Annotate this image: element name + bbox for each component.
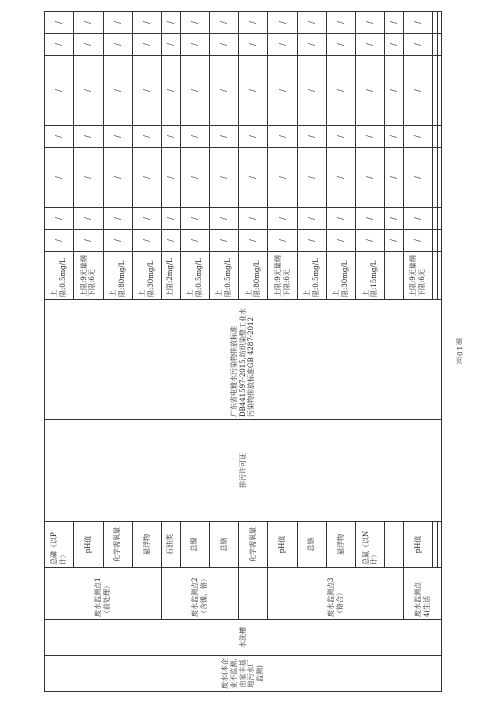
slash-cell: / [162, 148, 181, 208]
slash-cell: / [180, 34, 209, 56]
slash-cell [437, 208, 441, 230]
slash-cell: / [385, 12, 404, 34]
slash-cell [437, 12, 441, 34]
rotated-table-wrapper [44, 12, 442, 692]
slash-cell: / [268, 208, 297, 230]
slash-cell: / [356, 34, 385, 56]
slash-cell: / [326, 148, 355, 208]
slash-cell: / [385, 230, 404, 252]
slash-cell: / [209, 34, 238, 56]
slash-cell: / [326, 230, 355, 252]
slash-cell: / [103, 148, 132, 208]
point-label: 废水监测点2（含镍、铬） [162, 568, 239, 620]
slash-cell: / [268, 126, 297, 148]
slash-cell: / [162, 208, 181, 230]
pollutant-cell: 化学需氧量 [239, 522, 268, 568]
slash-cell: / [45, 230, 74, 252]
slash-cell: / [74, 34, 103, 56]
zone-label-cell: 废水(本企业不监测,由家丰基地污水厂监测) [45, 656, 442, 692]
slash-cell: / [385, 56, 404, 126]
slash-cell: / [103, 56, 132, 126]
limit-cell: 上限:30mg/L [132, 252, 161, 300]
slash-cell: / [356, 12, 385, 34]
pollutant-cell: 总磷（以P计） [45, 522, 74, 568]
slash-cell: / [180, 230, 209, 252]
workshop-cell: 水洗槽 [45, 620, 442, 656]
slash-cell: / [356, 148, 385, 208]
slash-cell: / [297, 56, 326, 126]
limit-cell: 上限:0.5mg/L [209, 252, 238, 300]
slash-cell: / [45, 12, 74, 34]
slash-cell: / [180, 208, 209, 230]
slash-cell: / [103, 208, 132, 230]
point-label: 废水监测点3（铬合） [268, 568, 404, 620]
slash-cell: / [132, 56, 161, 126]
slash-cell: / [180, 126, 209, 148]
slash-cell [437, 126, 441, 148]
pollutant-cell: 总铬 [209, 522, 238, 568]
slash-cell: / [356, 126, 385, 148]
pollutant-cell: pH值 [404, 522, 433, 568]
slash-cell [437, 34, 441, 56]
limit-cell-empty [385, 252, 404, 300]
slash-cell: / [356, 208, 385, 230]
limit-cell: 上限:2mg/L [162, 252, 181, 300]
slash-cell: / [356, 56, 385, 126]
limit-cell: 上限:80mg/L [103, 252, 132, 300]
limit-cell: 上限:9无量纲 下限:6无 [268, 252, 297, 300]
slash-cell: / [74, 12, 103, 34]
slash-cell: / [385, 34, 404, 56]
slash-cell: / [209, 12, 238, 34]
slash-cell: / [297, 230, 326, 252]
slash-cell: / [209, 148, 238, 208]
slash-cell: / [132, 34, 161, 56]
slash-cell: / [132, 12, 161, 34]
slash-cell: / [103, 12, 132, 34]
pollutant-cell: 化学需氧量 [103, 522, 132, 568]
slash-cell [437, 230, 441, 252]
pollutant-cell: 悬浮物 [326, 522, 355, 568]
pollutant-cell: 总铬 [297, 522, 326, 568]
slash-cell: / [385, 208, 404, 230]
pollutant-cell: 石油类 [162, 522, 181, 568]
slash-cell: / [326, 34, 355, 56]
slash-cell: / [132, 126, 161, 148]
slash-cell: / [209, 208, 238, 230]
slash-cell: / [45, 56, 74, 126]
limit-cell-empty [437, 252, 441, 300]
slash-cell: / [239, 126, 268, 148]
permit-cell: 排污许可证 [45, 420, 442, 522]
slash-cell: / [268, 230, 297, 252]
slash-cell: / [404, 56, 433, 126]
slash-cell: / [74, 208, 103, 230]
slash-cell: / [404, 148, 433, 208]
limit-cell: 上限:30mg/L [326, 252, 355, 300]
slash-cell: / [297, 126, 326, 148]
monitoring-table [44, 11, 442, 692]
limit-cell: 上限:9无量纲 下限:6无 [74, 252, 103, 300]
slash-cell: / [74, 230, 103, 252]
slash-cell: / [239, 148, 268, 208]
table-row [45, 12, 74, 692]
slash-cell: / [162, 126, 181, 148]
slash-cell: / [326, 126, 355, 148]
slash-cell: / [103, 34, 132, 56]
slash-cell: / [209, 230, 238, 252]
slash-cell: / [297, 148, 326, 208]
slash-cell: / [45, 126, 74, 148]
standard-cell: 广东省电镀水污染物排放标准DB441597-2015,纺织染整工业水污染物排放标准GB 4287-2012 [45, 300, 442, 420]
slash-cell: / [326, 12, 355, 34]
slash-cell: / [404, 12, 433, 34]
slash-cell: / [45, 34, 74, 56]
slash-cell: / [103, 126, 132, 148]
slash-cell: / [162, 34, 181, 56]
slash-cell: / [239, 34, 268, 56]
slash-cell [437, 148, 441, 208]
slash-cell: / [404, 126, 433, 148]
point-label-empty [239, 568, 268, 620]
slash-cell: / [162, 12, 181, 34]
pollutant-cell: 总氮（以N计） [356, 522, 385, 568]
limit-cell: 上限:0.5mg/L [180, 252, 209, 300]
slash-cell: / [180, 148, 209, 208]
slash-cell: / [268, 56, 297, 126]
slash-cell: / [132, 208, 161, 230]
limit-cell: 上限:0.5mg/L [45, 252, 74, 300]
slash-cell: / [74, 56, 103, 126]
slash-cell: / [103, 230, 132, 252]
slash-cell: / [162, 230, 181, 252]
pollutant-cell: pH值 [268, 522, 297, 568]
point-label: 废水监测点4(生活 [404, 568, 442, 620]
slash-cell: / [404, 34, 433, 56]
pollutant-cell-empty [385, 522, 404, 568]
slash-cell: / [239, 56, 268, 126]
page-number: 第10页 [455, 338, 463, 365]
slash-cell [437, 56, 441, 126]
slash-cell: / [404, 208, 433, 230]
slash-cell: / [162, 56, 181, 126]
slash-cell: / [268, 12, 297, 34]
slash-cell: / [297, 12, 326, 34]
limit-cell: 上限:0.5mg/L [297, 252, 326, 300]
slash-cell: / [180, 56, 209, 126]
slash-cell: / [45, 208, 74, 230]
slash-cell: / [297, 208, 326, 230]
slash-cell: / [132, 230, 161, 252]
slash-cell: / [356, 230, 385, 252]
slash-cell: / [326, 56, 355, 126]
slash-cell: / [45, 148, 74, 208]
slash-cell: / [239, 230, 268, 252]
slash-cell: / [74, 126, 103, 148]
slash-cell: / [132, 148, 161, 208]
slash-cell: / [74, 148, 103, 208]
slash-cell: / [209, 126, 238, 148]
point-label: 废水监测点1（前处理） [45, 568, 162, 620]
pollutant-cell-empty [437, 522, 441, 568]
pollutant-cell: pH值 [74, 522, 103, 568]
slash-cell: / [326, 208, 355, 230]
slash-cell: / [404, 230, 433, 252]
slash-cell: / [239, 12, 268, 34]
slash-cell: / [239, 208, 268, 230]
slash-cell: / [385, 148, 404, 208]
limit-cell: 上限:80mg/L [239, 252, 268, 300]
limit-cell: 上限:15mg/L [356, 252, 385, 300]
slash-cell: / [209, 56, 238, 126]
slash-cell: / [180, 12, 209, 34]
slash-cell: / [268, 148, 297, 208]
limit-cell: 上限:9无量纲 下限:6无 [404, 252, 433, 300]
slash-cell: / [268, 34, 297, 56]
slash-cell: / [385, 126, 404, 148]
pollutant-cell: 总镍 [180, 522, 209, 568]
pollutant-cell: 悬浮物 [132, 522, 161, 568]
slash-cell: / [297, 34, 326, 56]
